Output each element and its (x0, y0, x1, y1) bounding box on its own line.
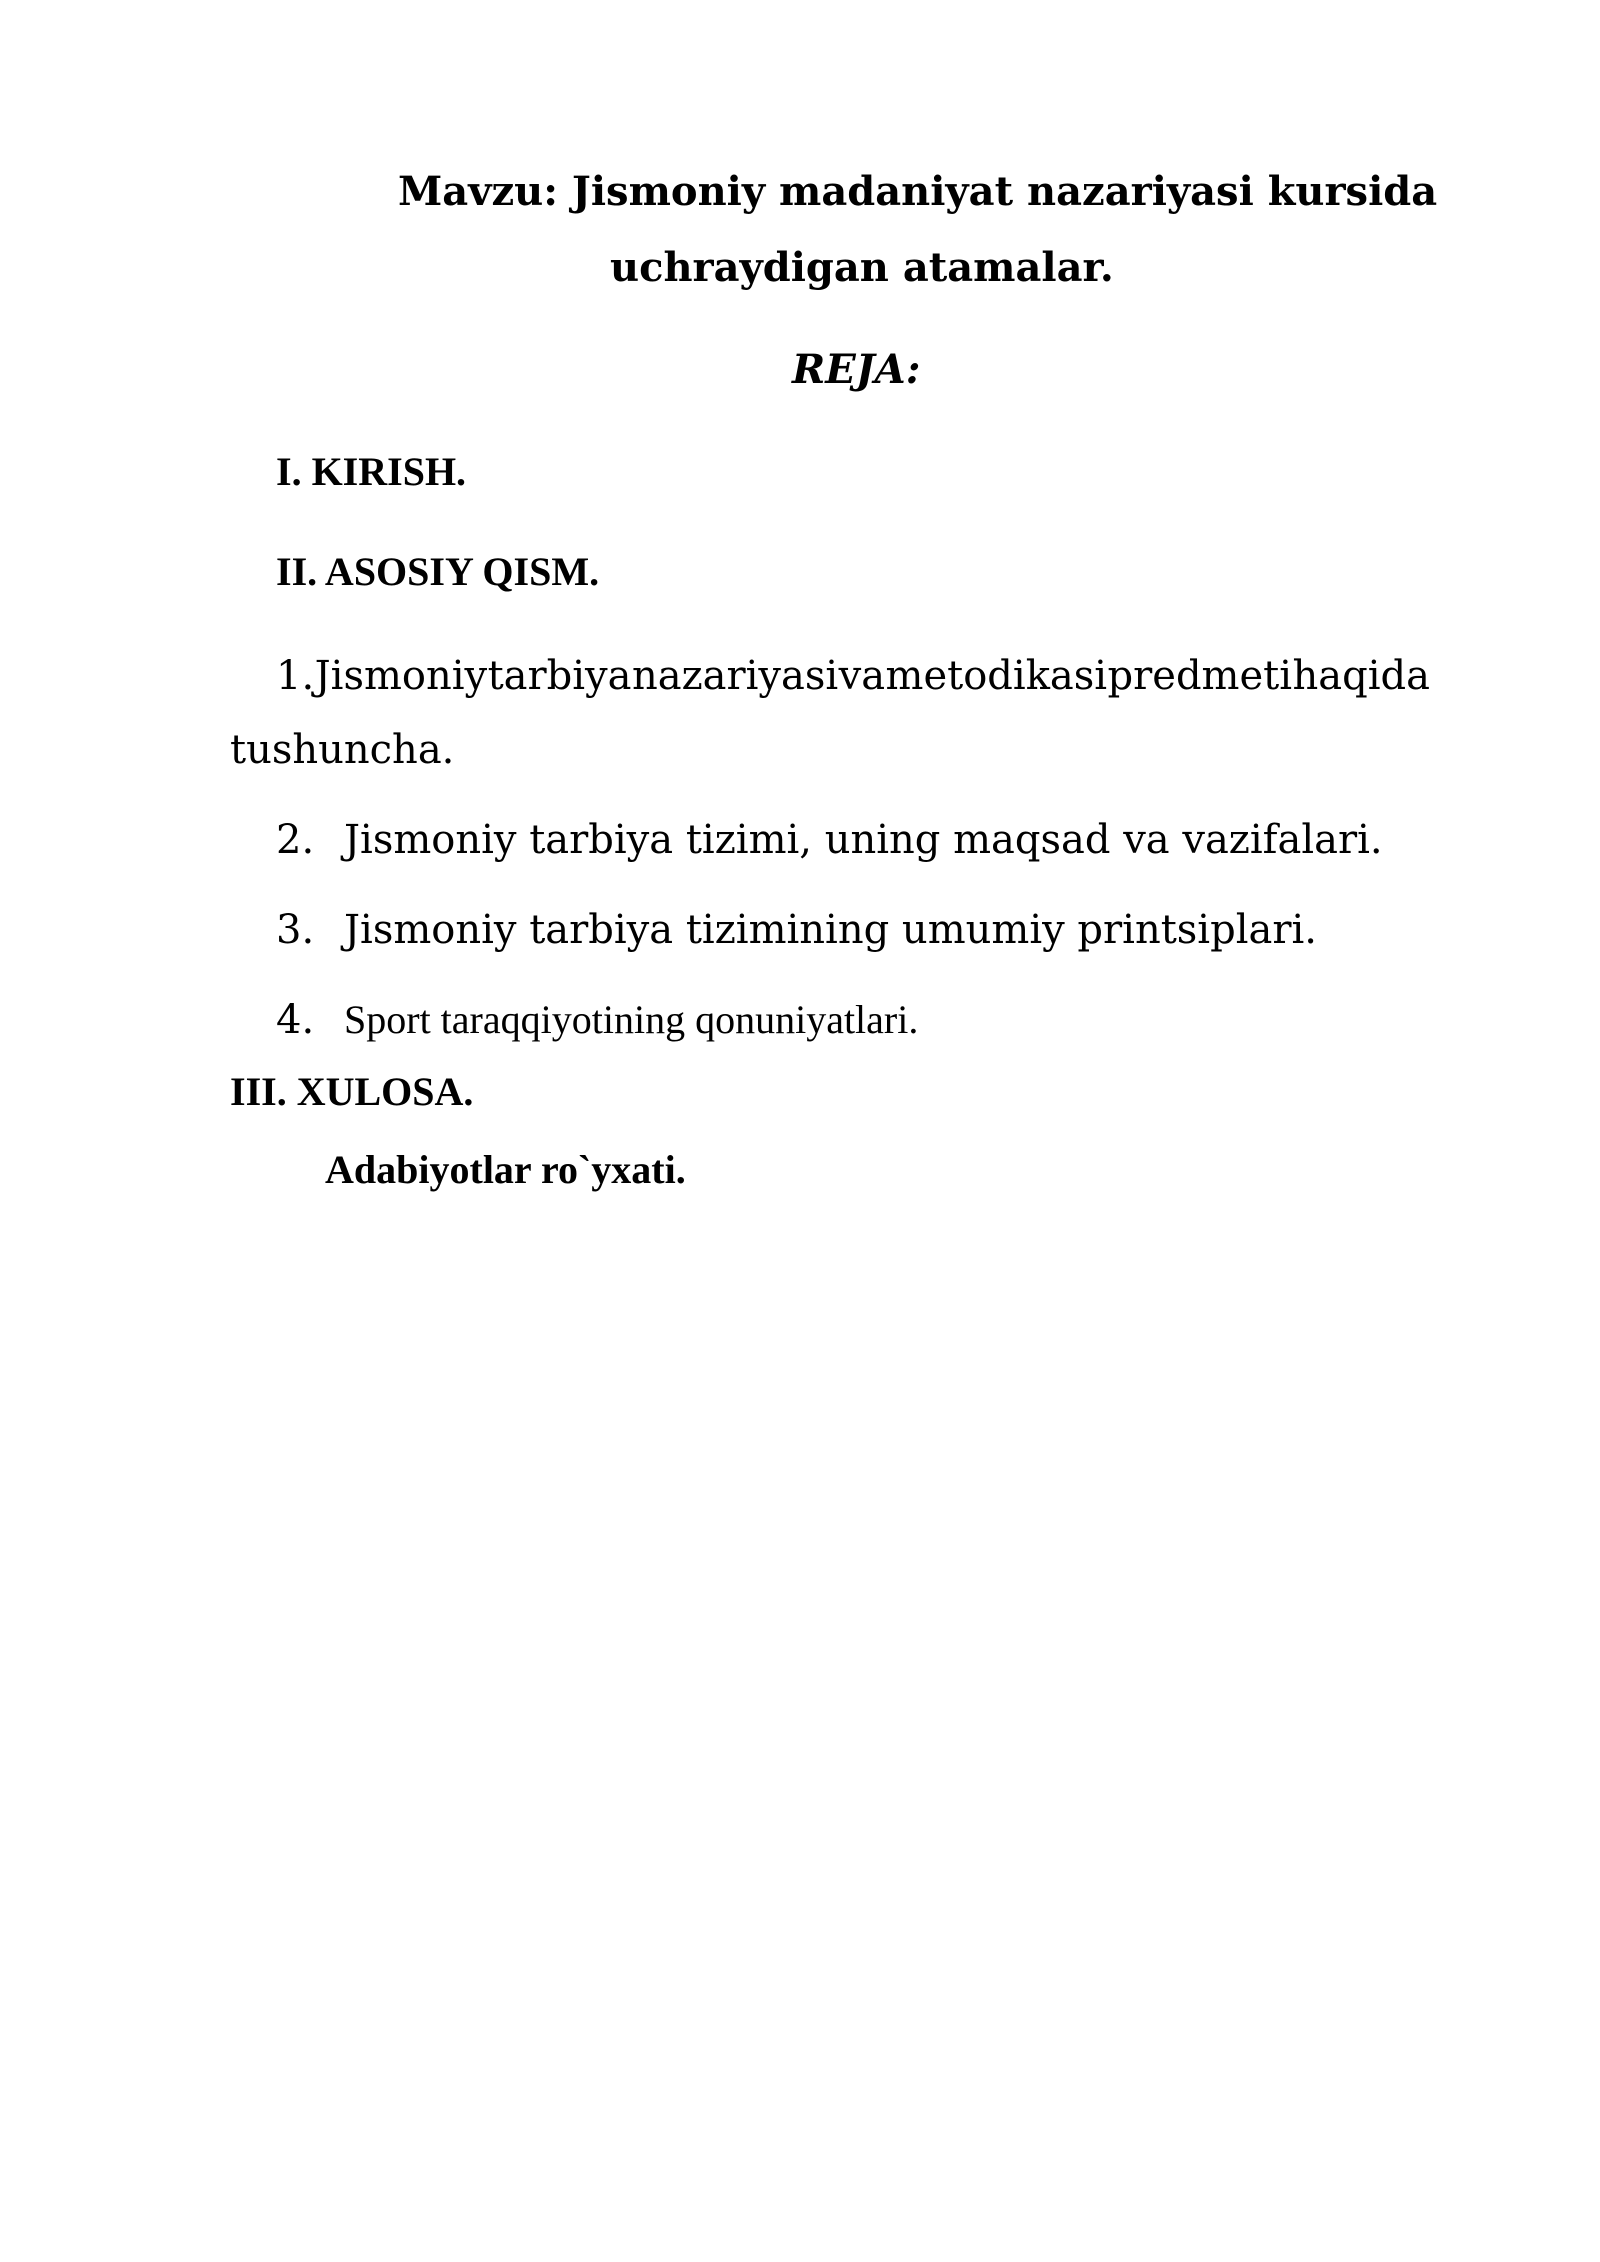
plan-item-2 (276, 816, 1383, 864)
title-line-2: uchraydigan atamalar. (610, 244, 1114, 291)
section-introduction: I. KIRISH. (276, 449, 467, 494)
plan-heading: REJA: (792, 346, 921, 393)
plan-item-1-word: nazariyasi (631, 653, 839, 699)
section-main-part: II. ASOSIY QISM. (276, 549, 600, 594)
title-line-1: Mavzu: Jismoniy madaniyat nazariyasi kursida (398, 168, 1438, 215)
section-conclusion: III. XULOSA. (230, 1069, 474, 1114)
plan-item-1-number: 1. (276, 653, 315, 699)
plan-item-1-word: va (838, 653, 886, 699)
plan-item-1-word: predmeti (1107, 653, 1293, 699)
plan-item-1 (276, 652, 1430, 700)
plan-item-1-word: Jismoniy (314, 653, 488, 699)
references-heading: Adabiyotlar ro`yxati. (325, 1147, 686, 1192)
plan-item-3 (276, 906, 1317, 954)
plan-item-4 (276, 996, 918, 1044)
plan-item-3-number: 3. (276, 907, 315, 953)
plan-item-4-text: Sport taraqqiyotining qonuniyatlari. (344, 997, 919, 1042)
plan-item-1-word: tarbiya (487, 653, 632, 699)
plan-item-1-word: haqida (1292, 653, 1430, 699)
plan-item-2-number: 2. (276, 817, 315, 863)
plan-item-2-text: Jismoniy tarbiya tizimi, uning maqsad va vazifalari. (344, 817, 1383, 863)
plan-item-4-number: 4. (276, 997, 315, 1043)
plan-item-3-text: Jismoniy tarbiya tizimining umumiy printsiplari. (344, 907, 1317, 953)
plan-item-1-word: metodikasi (885, 653, 1108, 699)
plan-item-1-continuation: tushuncha. (230, 727, 455, 773)
